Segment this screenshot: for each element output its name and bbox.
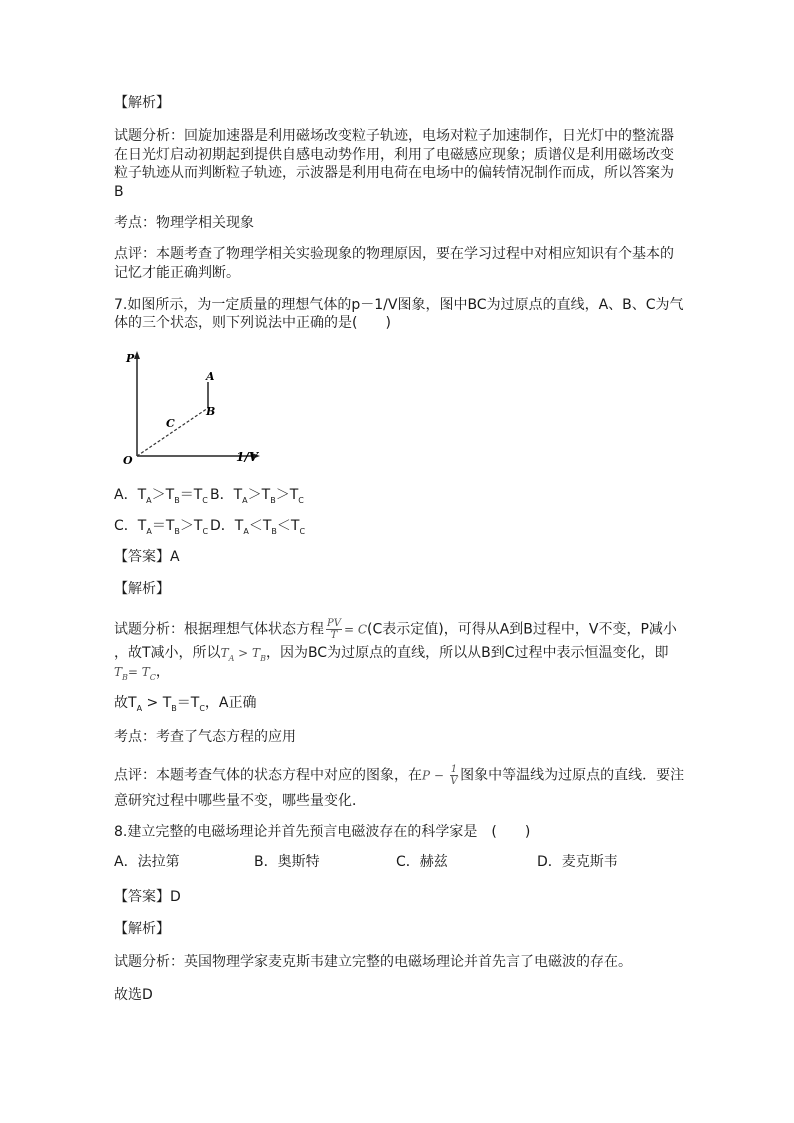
section-heading: 【解析】 — [114, 95, 170, 111]
question-stem: 7.如图所示，为一定质量的理想气体的p－1/V图象，图中BC为过原点的直线，A、B、C为气 — [114, 297, 684, 313]
analysis-line: 粒子轨迹从而判断粒子轨迹，示波器是利用电荷在电场中的偏转情况制作而成，所以答案为 — [114, 165, 674, 181]
point-label-c: C — [166, 417, 175, 430]
axis-label-p: P — [126, 352, 135, 365]
option-b: B．奥斯特 — [254, 854, 320, 870]
option-a: A．$T_A>T_B=T_C$ — [114, 487, 208, 505]
analysis-line: ，故T减小，所以$T_A > T_B$，因为BC为过原点的直线，所以从B到C过程中表示恒温变化，即 — [114, 645, 669, 663]
point-label-a: A — [206, 370, 215, 383]
equation-fraction: $\frac{PV}{T}$ — [327, 618, 341, 641]
section-heading: 【解析】 — [114, 581, 170, 597]
dianping-line: 点评：本题考查气体的状态方程中对应的图象，在P − $\frac{1}{V}$ 图象中等温线为过原点的直线．要注 — [114, 764, 685, 787]
conclusion-line: 故选D — [114, 987, 153, 1003]
inverse-v-fraction: $\frac{1}{V}$ — [450, 764, 458, 787]
section-heading: 【解析】 — [114, 921, 170, 937]
option-a: A．法拉第 — [114, 854, 180, 870]
dianping-line: 意研究过程中哪些量不变，哪些量变化． — [114, 793, 366, 809]
dianping-line: 记忆才能正确判断。 — [114, 265, 240, 281]
answer: 【答案】D — [114, 889, 181, 905]
p-v-graph — [118, 348, 268, 468]
analysis-line: 在日光灯启动初期起到提供自感电动势作用，利用了电磁感应现象；质谱仪是利用磁场改变 — [114, 147, 674, 163]
analysis-line: 试题分析：根据理想气体状态方程 $\frac{PV}{T}$ = C(C表示定值)，可得从A到B过程中，V不变，P减小 — [114, 618, 677, 641]
option-d: D．麦克斯韦 — [537, 854, 618, 870]
option-c: C．赫兹 — [396, 854, 448, 870]
option-d: D．$T_A<T_B<T_C$ — [210, 518, 306, 536]
question-stem: 体的三个状态，则下列说法中正确的是( ) — [114, 315, 391, 331]
origin-label: O — [123, 454, 133, 467]
question-stem: 8.建立完整的电磁场理论并首先预言电磁波存在的科学家是 ( ) — [114, 824, 531, 840]
option-c: C．$T_A=T_B>T_C$ — [114, 518, 209, 536]
axis-label-1v: 1/V — [236, 450, 259, 464]
conclusion-line: 故$T_A > T_B=T_C$，A正确 — [114, 695, 257, 713]
dianping-line: 点评：本题考查了物理学相关实验现象的物理原因，要在学习过程中对相应知识有个基本的 — [114, 246, 674, 262]
point-label-b: B — [206, 405, 216, 418]
analysis-line: 试题分析：英国物理学家麦克斯韦建立完整的电磁场理论并首先言了电磁波的存在。 — [114, 954, 632, 970]
kaodian: 考点：考查了气态方程的应用 — [114, 729, 296, 745]
kaodian: 考点：物理学相关现象 — [114, 215, 254, 231]
answer: 【答案】A — [114, 549, 180, 565]
option-b: B．$T_A>T_B>T_C$ — [210, 487, 304, 505]
analysis-line: $T_B= T_C$， — [114, 664, 170, 682]
analysis-line: B — [114, 184, 124, 200]
analysis-line: 试题分析：回旋加速器是利用磁场改变粒子轨迹，电场对粒子加速制作，日光灯中的整流器 — [114, 128, 674, 144]
